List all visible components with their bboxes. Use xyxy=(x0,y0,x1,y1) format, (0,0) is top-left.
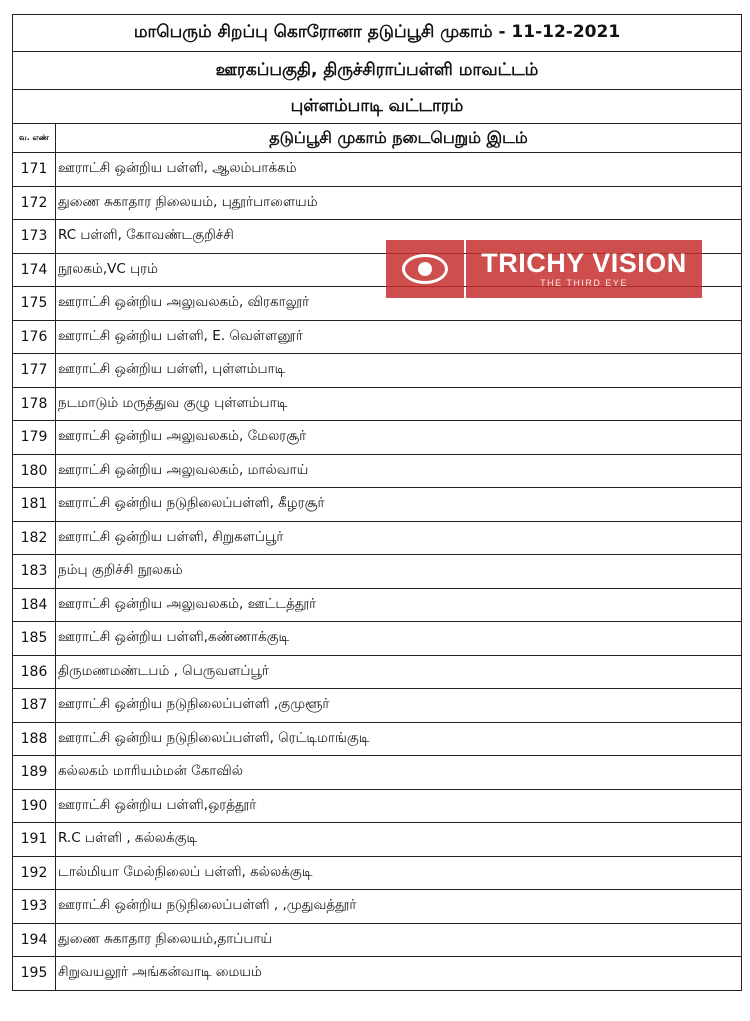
title-line-3: புள்ளம்பாடி வட்டாரம் xyxy=(13,90,741,124)
table-row xyxy=(13,387,741,421)
row-place: ஊராட்சி ஒன்றிய நடுநிலைப்பள்ளி ,குமுளூர் xyxy=(56,689,742,723)
watermark-text-box xyxy=(466,240,702,298)
row-place: ஊராட்சி ஒன்றிய அலுவலகம், விரகாலூர் xyxy=(56,287,742,321)
row-number: 181 xyxy=(13,488,56,522)
table-header-row xyxy=(13,124,741,153)
row-place: ஊராட்சி ஒன்றிய பள்ளி, சிறுகளப்பூர் xyxy=(56,521,742,555)
row-number: 182 xyxy=(13,521,56,555)
row-number: 186 xyxy=(13,655,56,689)
row-place: ஊராட்சி ஒன்றிய நடுநிலைப்பள்ளி , ,முதுவத்தூர் xyxy=(56,890,742,924)
table-row xyxy=(13,823,741,857)
row-place: ஊராட்சி ஒன்றிய பள்ளி, புள்ளம்பாடி xyxy=(56,354,742,388)
row-place: ஊராட்சி ஒன்றிய பள்ளி, ஆலம்பாக்கம் xyxy=(56,153,742,187)
row-number: 180 xyxy=(13,454,56,488)
row-place: டால்மியா மேல்நிலைப் பள்ளி, கல்லக்குடி xyxy=(56,856,742,890)
table-row xyxy=(13,555,741,589)
table-row xyxy=(13,722,741,756)
table-row xyxy=(13,521,741,555)
table-row xyxy=(13,756,741,790)
row-place: நம்பு குறிச்சி நூலகம் xyxy=(56,555,742,589)
table-row xyxy=(13,153,741,187)
row-number: 187 xyxy=(13,689,56,723)
row-place: RC பள்ளி, கோவண்டகுறிச்சி xyxy=(56,220,742,254)
row-place: நடமாடும் மருத்துவ குழு புள்ளம்பாடி xyxy=(56,387,742,421)
row-number: 185 xyxy=(13,622,56,656)
row-number: 194 xyxy=(13,923,56,957)
row-place: ஊராட்சி ஒன்றிய பள்ளி, E. வெள்ளனூர் xyxy=(56,320,742,354)
row-place: R.C பள்ளி , கல்லக்குடி xyxy=(56,823,742,857)
row-number: 171 xyxy=(13,153,56,187)
row-number: 175 xyxy=(13,287,56,321)
row-number: 188 xyxy=(13,722,56,756)
row-place: துணை சுகாதார நிலையம், புதூர்பாளையம் xyxy=(56,186,742,220)
row-number: 193 xyxy=(13,890,56,924)
row-number: 176 xyxy=(13,320,56,354)
place-header: தடுப்பூசி முகாம் நடைபெறும் இடம் xyxy=(56,124,742,153)
document-sheet xyxy=(12,14,742,991)
row-place: ஊராட்சி ஒன்றிய அலுவலகம், ஊட்டத்தூர் xyxy=(56,588,742,622)
row-number: 190 xyxy=(13,789,56,823)
row-number: 183 xyxy=(13,555,56,589)
row-place: ஊராட்சி ஒன்றிய பள்ளி,கண்ணாக்குடி xyxy=(56,622,742,656)
table-row xyxy=(13,856,741,890)
table-row xyxy=(13,890,741,924)
table-row xyxy=(13,421,741,455)
row-number: 172 xyxy=(13,186,56,220)
row-place: ஊராட்சி ஒன்றிய நடுநிலைப்பள்ளி, கீழரசூர் xyxy=(56,488,742,522)
eye-icon xyxy=(386,240,464,298)
table-row xyxy=(13,354,741,388)
row-number: 192 xyxy=(13,856,56,890)
table-row xyxy=(13,588,741,622)
watermark-title: TRICHY VISION xyxy=(481,248,687,278)
row-number: 179 xyxy=(13,421,56,455)
table-row xyxy=(13,454,741,488)
row-number: 191 xyxy=(13,823,56,857)
row-number: 174 xyxy=(13,253,56,287)
table-row xyxy=(13,320,741,354)
row-place: திருமணமண்டபம் , பெருவளப்பூர் xyxy=(56,655,742,689)
table-row xyxy=(13,957,741,990)
row-number: 173 xyxy=(13,220,56,254)
serial-number-header: வ. எண் xyxy=(13,124,56,153)
table-row xyxy=(13,689,741,723)
title-line-2: ஊரகப்பகுதி, திருச்சிராப்பள்ளி மாவட்டம் xyxy=(13,52,741,90)
table-row xyxy=(13,488,741,522)
row-place: நூலகம்,VC புரம் xyxy=(56,253,742,287)
table-row xyxy=(13,655,741,689)
title-line-1: மாபெரும் சிறப்பு கொரோனா தடுப்பூசி முகாம் - 11-12-2021 xyxy=(13,15,741,52)
row-place: கல்லகம் மாரியம்மன் கோவில் xyxy=(56,756,742,790)
table-row xyxy=(13,789,741,823)
row-place: துணை சுகாதார நிலையம்,தாப்பாய் xyxy=(56,923,742,957)
row-number: 195 xyxy=(13,957,56,990)
row-number: 178 xyxy=(13,387,56,421)
watermark-subtitle: THE THIRD EYE xyxy=(540,278,628,288)
row-number: 177 xyxy=(13,354,56,388)
row-place: ஊராட்சி ஒன்றிய நடுநிலைப்பள்ளி, ரெட்டிமாங்குடி xyxy=(56,722,742,756)
table-row xyxy=(13,622,741,656)
row-place: சிறுவயலூர் அங்கன்வாடி மையம் xyxy=(58,964,262,981)
table-row xyxy=(13,186,741,220)
row-place: ஊராட்சி ஒன்றிய பள்ளி,ஒரத்தூர் xyxy=(56,789,742,823)
row-place: ஊராட்சி ஒன்றிய அலுவலகம், மேலரசூர் xyxy=(56,421,742,455)
trichy-vision-watermark xyxy=(386,240,702,298)
table-row xyxy=(13,923,741,957)
row-number: 189 xyxy=(13,756,56,790)
row-place: ஊராட்சி ஒன்றிய அலுவலகம், மால்வாய் xyxy=(56,454,742,488)
row-number: 184 xyxy=(13,588,56,622)
